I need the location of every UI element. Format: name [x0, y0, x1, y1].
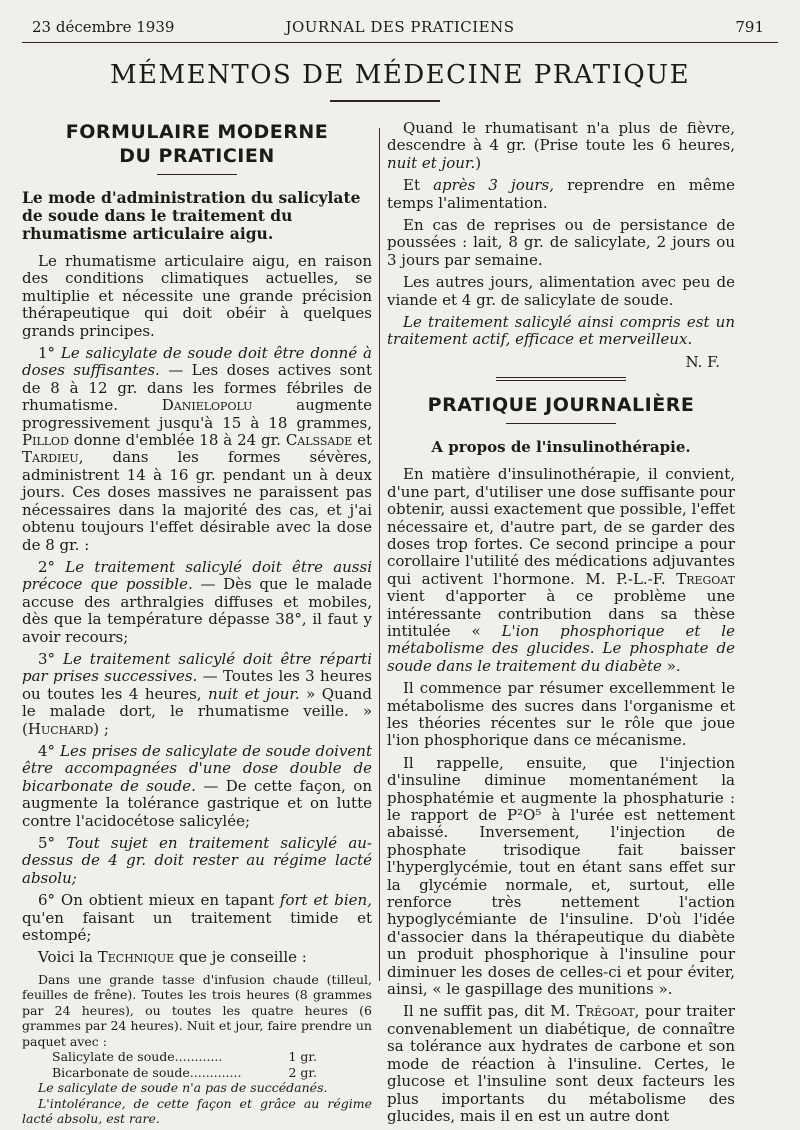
section-title-pratique: PRATIQUE JOURNALIÈRE [427, 394, 695, 417]
double-rule [496, 377, 626, 381]
principle-6: 6° On obtient mieux en tapant fort et bien, qu'en faisant un traitement timide et estompé; [22, 891, 372, 945]
note-intolerance: L'intolérance, de cette façon et grâce au régime lacté absolu, est rare. [22, 1095, 372, 1127]
insulin-paragraph-4: Il ne suffit pas, dit M. Trégoat, pour traiter convenablement un diabétique, de connaître sa tolérance aux hydrates de carbone et son mode de réaction à l'insuline. Certes, le glucose et l'insuline sont deux facteurs les plus importants du métabolisme des glucides, mais il en est un autre dont [387, 1002, 735, 1125]
technique-notes [22, 1080, 372, 1127]
technique-text: Dans une grande tasse d'infusion chaude (tilleul, feuilles de frêne). Toutes les trois heures (8 grammes par 24 heures), ou toutes les quatre heures (6 grammes par 24 heures). Nuit et jour, faire prendre un paquet avec : [22, 971, 372, 1049]
section-rule [157, 174, 237, 175]
principle-1: 1° Le salicylate de soude doit être donné à doses suffisantes. — Les doses actives sont de 8 à 12 gr. dans les formes fébriles de rhumatisme. Danielopolu augmente progressivement jusqu'à 15 à 18 grammes, Pillod donne d'emblée 18 à 24 gr. Calssade et Tardieu, dans les formes sévères, administrent 14 à 16 gr. pendant un à deux jours. Ces doses massives ne paraissent pas nécessaires dans la majorité des cas, et j'ai obtenu toujours l'effet désirable avec la dose de 8 gr. : [22, 344, 372, 554]
section-title-line-1: FORMULAIRE MODERNE [65, 121, 329, 143]
technique-instructions [22, 972, 372, 1050]
section-title-line-2: DU PRATICIEN [119, 145, 275, 167]
right-column [387, 120, 735, 1130]
insulin-paragraph-2: Il commence par résumer excellemment le métabolisme des sucres dans l'organisme et les théories récentes sur le rôle que joue l'ion phosphorique dans ce mécanisme. [387, 679, 735, 750]
article-title-insulin: A propos de l'insulinothérapie. [431, 438, 691, 457]
title-rule [330, 100, 440, 102]
conclusion-paragraph: Le traitement salicylé ainsi compris est un traitement actif, efficace et merveilleux. [387, 313, 735, 349]
author-signature: N. F. [685, 352, 720, 371]
prescription-row: Bicarbonate de soude............. 2 gr. [52, 1064, 317, 1080]
principle-4: 4° Les prises de salicylate de soude doivent être accompagnées d'une dose double de bicarbonate de soude. — De cette façon, on augmente la tolérance gastrique et on lutte contre l'acidocétose salicylée; [22, 741, 372, 830]
prescription [52, 1049, 372, 1080]
insulin-paragraph-3: Il rappelle, ensuite, que l'injection d'insuline diminue momentanément la phosphatémie et augmente la phosphaturie : le rapport de P²O⁵ à l'urée est nettement abaissé. Inversement, l'injection de phosphate trisodique fait baisser l'hyperglycémie, tout en étant sans effet sur la glycémie normale, et, surtout, elle renforce très nettement l'action hypoglycémiante de l'insuline. D'où l'idée d'associer dans la thérapeutique du diabète un produit phosphorique à l'insuline pour diminuer les doses de celles-ci et pour éviter, ainsi, « le gaspillage des munitions ». [387, 753, 735, 999]
column-divider [379, 128, 380, 981]
continuation-paragraph: Quand le rhumatisant n'a plus de fièvre, descendre à 4 gr. (Prise toute les 6 heures, nuit et jour.) [387, 119, 735, 172]
left-column [22, 120, 372, 1127]
header-journal-name: JOURNAL DES PRATICIENS [285, 18, 515, 36]
header-page-number: 791 [735, 18, 764, 36]
principle-3: 3° Le traitement salicylé doit être réparti par prises successives. — Toutes les 3 heures ou toutes les 4 heures, nuit et jour. » Quand le malade dort, le rhumatisme veille. » (Huchard) ; [22, 649, 373, 738]
note-succedanes: Le salicylate de soude n'a pas de succédanés. [38, 1080, 328, 1096]
section-rule [506, 423, 616, 424]
running-header [22, 16, 778, 43]
page-title: MÉMENTOS DE MÉDECINE PRATIQUE [109, 60, 691, 90]
technique-intro: Voici la Technique que je conseille : [38, 948, 307, 967]
insulin-paragraph-1: En matière d'insulinothérapie, il convient, d'une part, d'utiliser une dose suffisante pour obtenir, aussi exactement que possible, l'effet nécessaire et, d'autre part, de se garder des doses trop fortes. Ce second principe a pour corollaire l'utilité des médications adjuvantes qui activent l'hormone. M. P.-L.-F. Tregoat vient d'apporter à ce problème une intéressante contribution dans sa thèse intitulée « L'ion phosphorique et le métabolisme des glucides. Le phosphate de soude dans le traitement du diabète ». [387, 465, 735, 675]
section-title-formulaire [22, 120, 372, 168]
intro-paragraph: Le rhumatisme articulaire aigu, en raison des conditions climatiques actuelles, se multiplie et nécessite une grande précision thérapeutique qui doit obéir à quelques grands principes. [22, 252, 372, 340]
continuation-paragraph: Les autres jours, alimentation avec peu de viande et 4 gr. de salicylate de soude. [387, 273, 735, 309]
header-date: 23 décembre 1939 [32, 18, 175, 36]
principle-2: 2° Le traitement salicylé doit être aussi précoce que possible. — Dès que le malade accuse des arthralgies diffuses et mobiles, dès que la température dépasse 38°, il faut y avoir recours; [22, 557, 372, 646]
continuation-paragraph: Et après 3 jours, reprendre en même temps l'alimentation. [387, 176, 735, 212]
prescription-row: Salicylate de soude............ 1 gr. [52, 1049, 317, 1065]
continuation-paragraph: En cas de reprises ou de persistance de poussées : lait, 8 gr. de salicylate, 2 jours ou 3 jours par semaine. [387, 216, 735, 269]
article-title-salicylate: Le mode d'administration du salicylate de soude dans le traitement du rhumatisme articulaire aigu. [22, 188, 361, 243]
principle-5: 5° Tout sujet en traitement salicylé au-dessus de 4 gr. doit rester au régime lacté absolu; [22, 834, 372, 887]
